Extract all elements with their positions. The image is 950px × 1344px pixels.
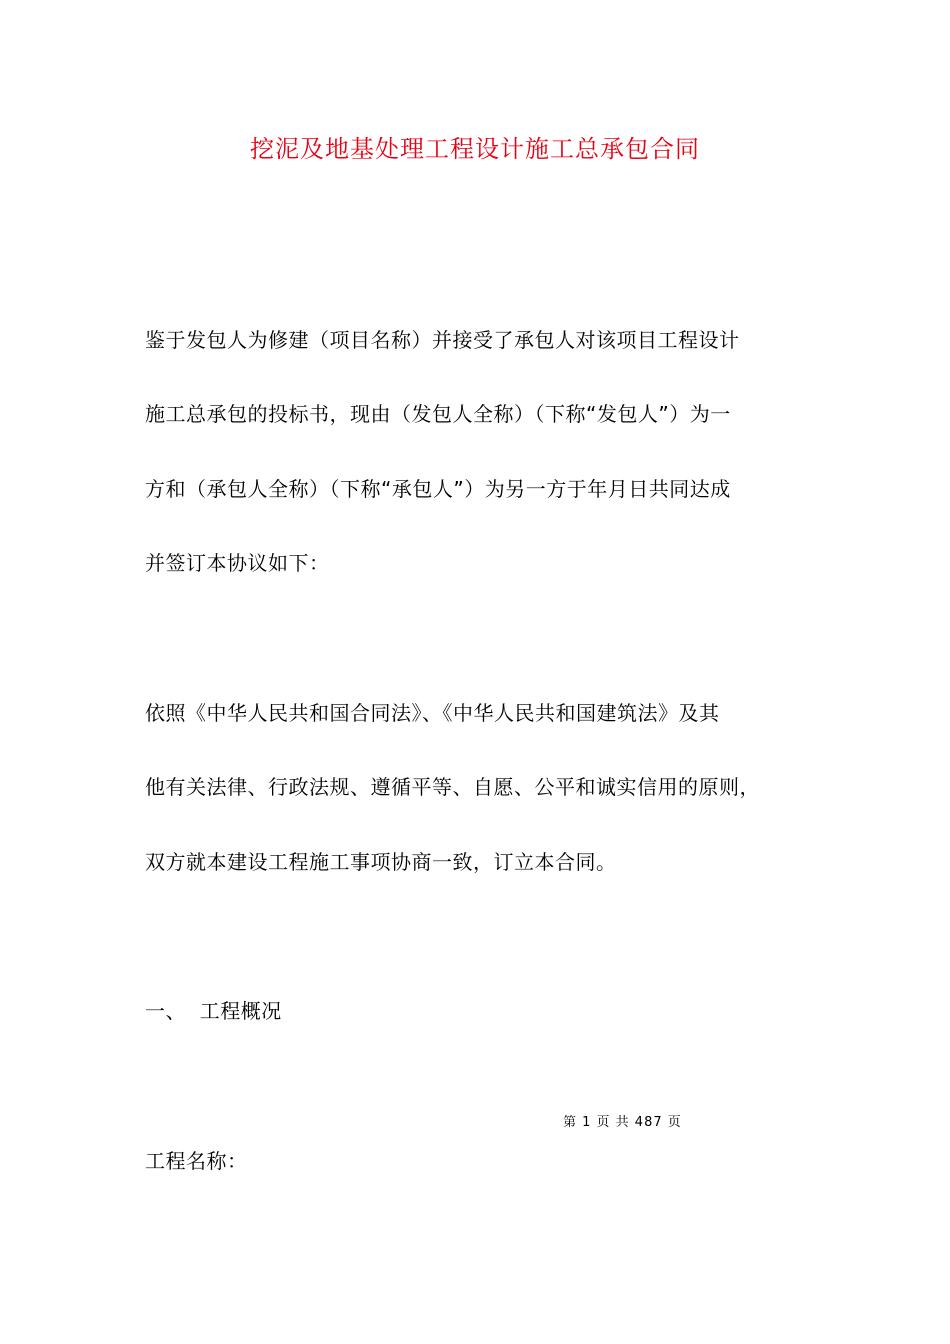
basis-line-2: 他有关法律、行政法规、遵循平等、自愿、公平和诚实信用的原则， <box>145 775 760 799</box>
basis-line-1: 依照《中华人民共和国合同法》、《中华人民共和国建筑法》及其 <box>145 701 720 725</box>
preamble-line-1: 鉴于发包人为修建（项目名称）并接受了承包人对该项目工程设计 <box>145 328 740 352</box>
basis-line-3: 双方就本建设工程施工事项协商一致，订立本合同。 <box>145 850 617 874</box>
preamble-line-3: 方和（承包人全称）（下称“承包人”）为另一方于年月日共同达成 <box>145 477 731 501</box>
preamble-line-4: 并签订本协议如下： <box>145 551 330 575</box>
project-name-label: 工程名称： <box>145 1149 248 1173</box>
document-title: 挖泥及地基处理工程设计施工总承包合同 <box>250 135 700 163</box>
page-footer: 第 1 页 共 487 页 <box>563 1115 682 1130</box>
preamble-line-2: 施工总承包的投标书，现由（发包人全称）（下称“发包人”）为一 <box>145 402 731 426</box>
section-heading: 一、 工程概况 <box>145 999 282 1023</box>
